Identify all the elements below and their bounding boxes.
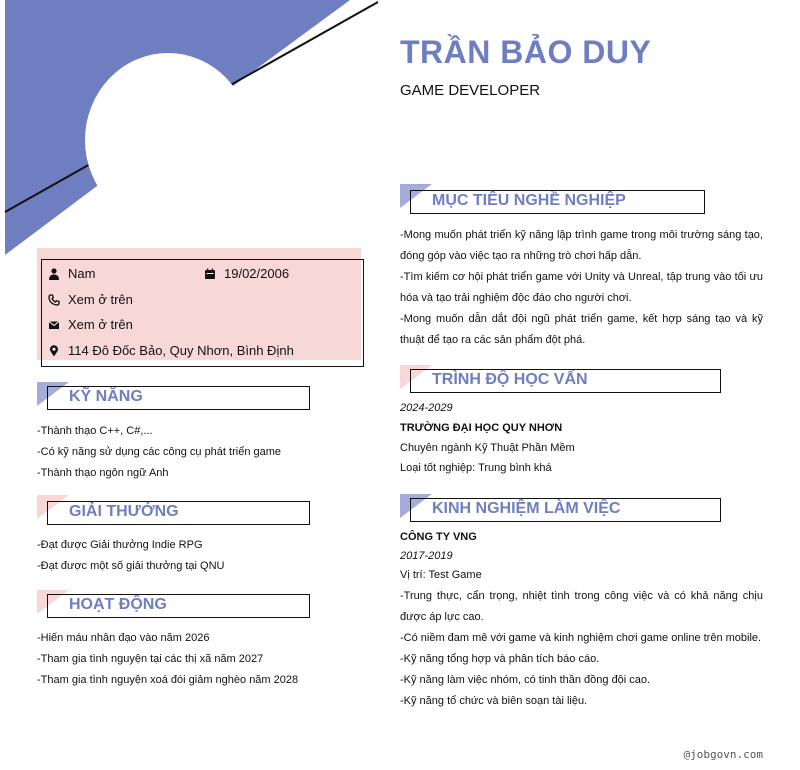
birthday-row xyxy=(204,266,289,281)
experience-position: Vị trí: Test Game xyxy=(400,569,482,581)
phone-row xyxy=(48,292,133,307)
activities-title: HOẠT ĐỘNG xyxy=(69,596,167,613)
education-grade: Loại tốt nghiệp: Trung bình khá xyxy=(400,462,552,474)
school-name: TRƯỜNG ĐẠI HỌC QUY NHƠN xyxy=(400,422,563,434)
education-title: TRÌNH ĐỘ HỌC VẤN xyxy=(432,371,588,388)
calendar-icon xyxy=(204,268,216,280)
experience-list xyxy=(400,586,763,712)
list-item: -Tìm kiếm cơ hội phát triển game với Unity và Unreal, tập trung vào tối ưu hóa và tạo trải nghiệm độc đáo cho người chơi. xyxy=(400,271,763,304)
activities-section-header xyxy=(37,590,309,620)
list-item: -Có kỹ năng sử dụng các công cụ phát triển game xyxy=(37,446,282,458)
awards-section-header xyxy=(37,495,309,525)
list-item: -Có niềm đam mê với game và kinh nghiệm chơi game online trên mobile. xyxy=(400,632,762,644)
phone-icon xyxy=(48,294,60,306)
list-item: -Kỹ năng làm việc nhóm, có tinh thần đồng đội cao. xyxy=(400,674,651,686)
person-icon xyxy=(48,268,60,280)
list-item: -Trung thực, cẩn trọng, nhiệt tình trong công việc và có khả năng chịu được áp lực cao. xyxy=(400,590,763,623)
skills-title: KỸ NĂNG xyxy=(69,388,143,405)
objective-list xyxy=(400,225,763,351)
list-item: -Thành thạo C++, C#,... xyxy=(37,425,153,437)
skills-list xyxy=(37,421,281,484)
list-item: -Kỹ năng tổng hợp và phân tích báo cáo. xyxy=(400,653,600,665)
skills-section-header xyxy=(37,382,309,412)
list-item: -Kỹ năng tổ chức và biên soạn tài liệu. xyxy=(400,695,588,707)
experience-title: KINH NGHIỆM LÀM VIỆC xyxy=(432,500,621,517)
experience-details xyxy=(400,528,763,585)
list-item: -Đạt được một số giải thưởng tại QNU xyxy=(37,560,225,572)
list-item: -Đạt được Giải thưởng Indie RPG xyxy=(37,539,203,551)
profile-photo-placeholder xyxy=(86,53,252,227)
objective-section-header xyxy=(400,184,704,214)
gender-row xyxy=(48,266,95,281)
experience-period: 2017-2019 xyxy=(400,550,453,562)
candidate-role: GAME DEVELOPER xyxy=(400,82,541,99)
activities-list xyxy=(37,628,298,691)
email-value: Xem ở trên xyxy=(68,317,133,332)
list-item: -Tham gia tình nguyện xoá đói giảm nghèo năm 2028 xyxy=(37,674,299,686)
list-item: -Hiến máu nhân đạo vào năm 2026 xyxy=(37,632,210,644)
location-pin-icon xyxy=(48,345,60,357)
education-major: Chuyên ngành Kỹ Thuật Phần Mềm xyxy=(400,442,575,454)
list-item: -Thành thạo ngôn ngữ Anh xyxy=(37,467,169,479)
education-period: 2024-2029 xyxy=(400,402,453,414)
envelope-icon xyxy=(48,319,60,331)
company-name: CÔNG TY VNG xyxy=(400,531,477,543)
experience-section-header xyxy=(400,494,720,524)
email-row xyxy=(48,317,133,332)
education-details xyxy=(400,398,575,478)
address-row xyxy=(48,343,294,358)
watermark: @jobgovn.com xyxy=(683,748,763,761)
birthday-value: 19/02/2006 xyxy=(224,266,290,281)
list-item: -Mong muốn dẫn dắt đội ngũ phát triển game, kết hợp sáng tạo và kỹ thuật để tạo ra các sản phẩm đột phá. xyxy=(400,313,763,346)
list-item: -Mong muốn phát triển kỹ năng lập trình game trong môi trường sáng tạo, đóng góp vào việc tạo ra những trò chơi hấp dẫn. xyxy=(400,229,763,262)
address-value: 114 Đô Đốc Bảo, Quy Nhơn, Bình Định xyxy=(68,343,294,358)
awards-title: GIẢI THƯỞNG xyxy=(69,503,179,520)
candidate-name: TRẦN BẢO DUY xyxy=(400,34,652,70)
awards-list xyxy=(37,535,225,577)
gender-value: Nam xyxy=(68,266,96,281)
list-item: -Tham gia tình nguyện tại các thị xã năm 2027 xyxy=(37,653,264,665)
phone-value: Xem ở trên xyxy=(68,292,133,307)
objective-title: MỤC TIÊU NGHỀ NGHIỆP xyxy=(432,192,626,209)
education-section-header xyxy=(400,365,720,395)
